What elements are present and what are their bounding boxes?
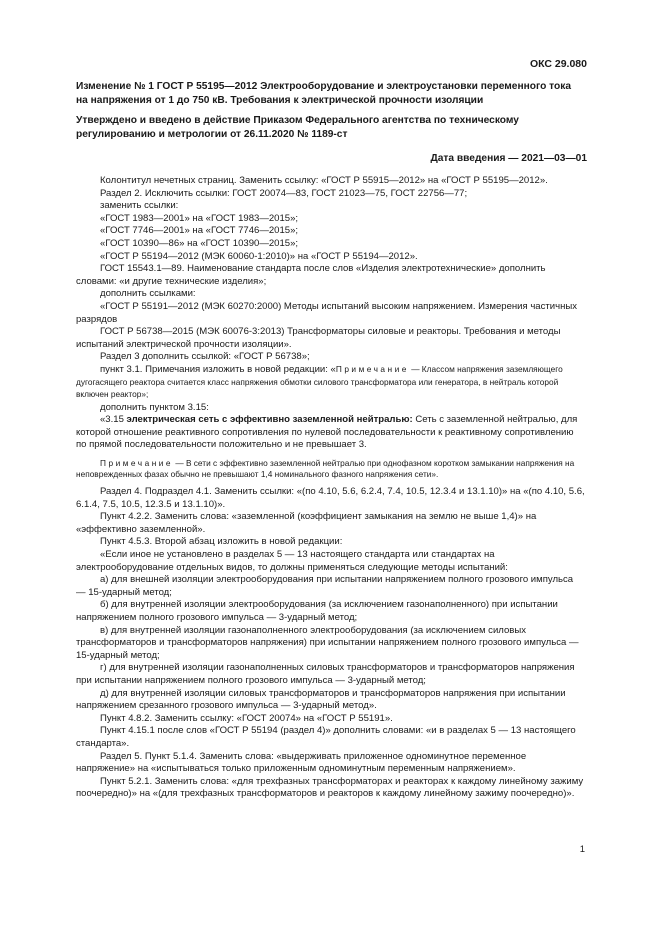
list-item: д) для внутренней изоляции силовых трансформаторов и трансформаторов напряжения при испытании напряжением срезанного грозового импульса — 3-ударный метод».: [76, 687, 566, 712]
paragraph: ГОСТ 15543.1—89. Наименование стандарта после слов «Изделия электротехнические» дополнить словами: «и другие технические изделия»;: [76, 263, 546, 287]
list-item: а) для внешней изоляции электрооборудования при испытании напряжением полного грозового импульса — 15-ударный метод;: [76, 574, 574, 598]
paragraph: Раздел 5. Пункт 5.1.4. Заменить слова: «выдерживать приложенное одноминутное переменное напряжение» на «испытываться только приложенным одноминутным переменным напряжением».: [76, 750, 527, 775]
note-label: Примечание: [100, 458, 174, 469]
note-paragraph: [76, 458, 585, 480]
effective-date: Дата введения — 2021—03—01: [430, 153, 587, 164]
note-paragraph: [76, 364, 585, 402]
list-item: в) для внутренней изоляции газонаполненного электрооборудования (за исключением силовых трансформаторов и трансформаторов напряжения) при испытании напряжением полного грозового импульса — 15-ударный метод;: [76, 624, 579, 661]
text-run: пункт 3.1. Примечания изложить в новой редакции: «: [100, 363, 336, 375]
note-label: Примечание: [335, 363, 409, 374]
paragraph: Пункт 4.5.3. Второй абзац изложить в новой редакции:: [100, 536, 343, 548]
paragraph: дополнить пунктом 3.15:: [100, 401, 209, 413]
paragraph: «ГОСТ 1983—2001» на «ГОСТ 1983—2015»;: [100, 212, 299, 224]
paragraph: Колонтитул нечетных страниц. Заменить ссылку: «ГОСТ Р 55915—2012» на «ГОСТ Р 55195—2012».: [100, 175, 548, 186]
page-number: 1: [579, 844, 585, 855]
paragraph: заменить ссылки:: [100, 200, 179, 212]
paragraph: «ГОСТ 7746—2001» на «ГОСТ 7746—2015»;: [100, 225, 299, 237]
paragraph: Раздел 3 дополнить ссылкой: «ГОСТ Р 56738»;: [100, 351, 310, 363]
list-item: г) для внутренней изоляции газонаполненных силовых трансформаторов и трансформаторов напряжения при испытании напряжением полного грозового импульса — 3-ударный метод;: [76, 662, 575, 686]
paragraph: дополнить ссылками:: [100, 288, 196, 300]
defined-term: электрическая сеть с эффективно заземленной нейтралью:: [126, 414, 413, 426]
paragraph: ГОСТ Р 56738—2015 (МЭК 60076-3:2013) Трансформаторы силовые и реакторы. Требования и методы испытаний электрической прочности изоляции».: [76, 326, 561, 350]
paragraph: Пункт 4.2.2. Заменить слова: «заземленной (коэффициент замыкания на землю не выше 1,4)» на «эффективно заземленной».: [76, 511, 537, 535]
paragraph: «Если иное не установлено в разделах 5 — 13 настоящего стандарта или стандартах на электрооборудование отдельных видов, то должны применяться следующие методы испытаний:: [76, 549, 508, 573]
text-run: — В сети с эффективно заземленной нейтралью при однофазном коротком замыкании напряжения на неповрежденных фазах обычно не превышают 1,4 номинального фазного напряжения сети».: [76, 458, 575, 480]
list-item: б) для внутренней изоляции электрооборудования (за исключением газонаполненного) при испытании напряжением полного грозового импульса — 3-ударный метод;: [76, 599, 558, 623]
paragraph: Пункт 4.8.2. Заменить ссылку: «ГОСТ 20074» на «ГОСТ Р 55191».: [100, 712, 393, 724]
text-run: «3.15: [100, 414, 127, 426]
text-run: — Классом напряжения заземляющего дугогасящего реактора считается класс напряжения обмотки силового трансформатора или генератора, в нейтраль которой включен реактор»;: [76, 363, 563, 400]
paragraph: Пункт 4.15.1 после слов «ГОСТ Р 55194 (раздел 4)» дополнить словами: «и в разделах 5 — 13 настоящего стандарта».: [76, 725, 576, 749]
paragraph: «ГОСТ Р 55191—2012 (МЭК 60270:2000) Методы испытаний высоким напряжением. Измерения частичных разрядов: [76, 300, 577, 325]
text-run: Сеть с заземленной нейтралью, для которой отношение реактивного сопротивления по нулевой последовательности к реактивному сопротивлению по прямой последовательности положительно и не превышает 3.: [76, 414, 578, 451]
paragraph: «ГОСТ Р 55194—2012 (МЭК 60060-1:2010)» на «ГОСТ Р 55194—2012».: [100, 250, 418, 262]
paragraph: «ГОСТ 10390—86» на «ГОСТ 10390—2015»;: [100, 237, 299, 249]
paragraph: Пункт 5.2.1. Заменить слова: «для трехфазных трансформаторах и реакторах к каждому линейному зажиму поочередно)» на «(для трехфазных трансформаторов и реакторов к каждому линейному зажиму поочередно)».: [76, 775, 584, 800]
approval-statement: Утверждено и введено в действие Приказом Федерального агентства по техническому регулированию и метрологии от 26.11.2020 № 1189-ст: [76, 115, 519, 140]
classification-code: ОКС 29.080: [529, 58, 587, 70]
amendment-title: Изменение № 1 ГОСТ Р 55195—2012 Электрооборудование и электроустановки переменного тока на напряжения от 1 до 750 кВ. Требования к электрической прочности изоляции: [76, 81, 572, 106]
paragraph: Раздел 2. Исключить ссылки: ГОСТ 20074—83, ГОСТ 21023—75, ГОСТ 22756—77;: [100, 187, 468, 199]
amendment-body: [76, 175, 585, 801]
paragraph: Раздел 4. Подраздел 4.1. Заменить ссылки: «(по 4.10, 5.6, 6.2.4, 7.4, 10.5, 12.3.4 и 13.1.10)» на «(по 4.10, 5.6, 6.1.4, 7.5, 10.5, 12.3.5 и 13.1.10)».: [76, 486, 585, 510]
definition-paragraph: [76, 414, 585, 452]
